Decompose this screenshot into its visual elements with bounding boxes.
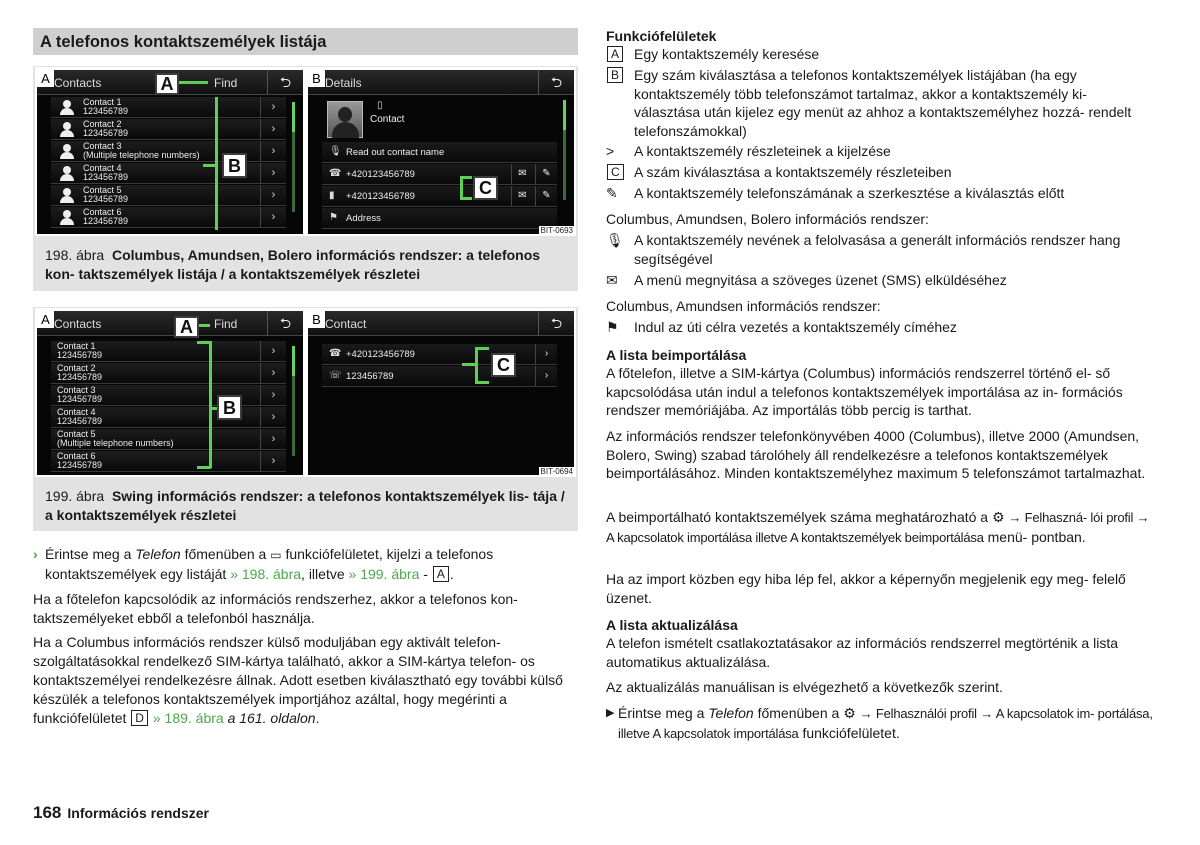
number-row[interactable]: ☎ +420123456789 ✉ ✎ xyxy=(322,164,557,185)
settings-icon: ⚙ xyxy=(992,509,1005,525)
callout-b: B xyxy=(222,153,247,178)
contact-row[interactable]: Contact 6 123456789 › xyxy=(51,207,286,228)
contact-photo xyxy=(327,101,363,138)
figure-screens xyxy=(35,308,576,477)
scrollbar[interactable] xyxy=(292,102,295,212)
chevron-right-icon[interactable]: › xyxy=(260,341,286,361)
contact-screen xyxy=(308,311,574,475)
contact-row[interactable]: Contact 2 123456789 › xyxy=(51,363,286,384)
back-arrow-icon[interactable]: ⮌ xyxy=(538,70,574,94)
person-icon xyxy=(59,188,75,203)
pencil-icon[interactable]: ✎ xyxy=(535,164,557,184)
callout-line xyxy=(178,81,208,84)
paragraph: A telefon ismételt csatlakoztatásakor az információs rendszerrel megtörténik a lista automatikus aktualizálása. xyxy=(606,635,1119,670)
bullet-triangle-icon: ▶ xyxy=(606,707,615,719)
microphone-icon: 🎙 xyxy=(329,146,342,157)
scrollbar[interactable] xyxy=(563,100,566,200)
figure-caption: 199. ábra Swing információs rendszer: a telefonos kontaktszemélyek lis- tája / a kontaktszemélyek részletei xyxy=(45,488,565,523)
chevron-right-icon[interactable]: › xyxy=(260,429,286,449)
envelope-icon[interactable]: ✉ xyxy=(511,164,533,184)
chevron-right-icon[interactable]: › xyxy=(535,366,557,386)
callout-bracket xyxy=(209,341,212,468)
screen-title: Contacts xyxy=(54,76,102,90)
flag-icon: ⚑ xyxy=(329,212,338,223)
callout-c: C xyxy=(473,176,498,200)
figure-199 xyxy=(33,307,578,531)
page-footer xyxy=(33,803,209,823)
bullet-arrow-icon: › xyxy=(33,546,38,562)
screen-label: A xyxy=(37,311,54,328)
chevron-right-icon[interactable]: › xyxy=(260,385,286,405)
key-label: D xyxy=(131,710,148,726)
phone-icon: ▯ xyxy=(377,100,383,111)
figure-screens xyxy=(35,67,576,236)
person-icon xyxy=(59,100,75,115)
topbar xyxy=(37,311,303,336)
contact-row[interactable]: Contact 5 123456789 › xyxy=(51,185,286,206)
key-label: B xyxy=(607,67,623,83)
paragraph: Ha a Columbus információs rendszer külső moduljában egy aktivált telefon- szolgáltatásokkal rendelkező SIM-kártya található, akkor a SIM-kártya telefon- os kontaktszemélyei rendelkezésre állnak. Adott esetben kiválasztható egy további külső készülék a telefonos kontaktszemélyek importjához azáltal, hogy megérinti a funkciófelületet D » 189. ábra a 161. oldalon. xyxy=(33,634,563,726)
pencil-icon[interactable]: ✎ xyxy=(535,186,557,206)
contact-row[interactable]: Contact 3 123456789 › xyxy=(51,385,286,406)
instruction-paragraph: › Érintse meg a Telefon főmenüben a ▭ funkciófelületet, kijelzi a telefonos kontaktszemélyek egy listáját » 198. ábra, illetve » 199. ábra - A . xyxy=(33,546,494,582)
read-out-row[interactable]: 🎙 Read out contact name xyxy=(322,142,557,163)
contact-label: Contact xyxy=(370,114,405,125)
contact-row[interactable]: Contact 5 (Multiple telephone numbers) › xyxy=(51,429,286,450)
figure-link[interactable]: » 198. ábra xyxy=(230,566,302,582)
chevron-right-icon[interactable]: › xyxy=(535,344,557,364)
system-note: Columbus, Amundsen, Bolero információs rendszer: xyxy=(606,211,929,227)
person-icon xyxy=(59,122,75,137)
contact-row[interactable]: Contact 6 123456789 › xyxy=(51,451,286,472)
key-label: A xyxy=(607,46,623,62)
envelope-icon: ✉ xyxy=(606,272,618,288)
envelope-icon[interactable]: ✉ xyxy=(511,186,533,206)
car-phone-icon: ☎ xyxy=(329,348,342,359)
screen-label: B xyxy=(308,311,325,328)
person-icon xyxy=(59,166,75,181)
contact-row[interactable]: Contact 1 123456789 › xyxy=(51,341,286,362)
number-row[interactable]: ☎ +420123456789 › xyxy=(322,344,557,365)
pencil-icon: ✎ xyxy=(606,185,618,201)
callout-b: B xyxy=(217,395,242,420)
paragraph: A beimportálható kontaktszemélyek száma meghatározható a ⚙ → Felhaszná- lói profil → A kapcsolatok importálása illetve A kontaktszemélyek beimportálása menü- pontban. xyxy=(606,509,1150,545)
instruction-paragraph: ▶ Érintse meg a Telefon főmenüben a ⚙ → Felhasználói profil → A kapcsolatok im- portálása, illetve A kapcsolatok importálása funkciófelületet. xyxy=(606,705,1153,741)
import-heading: A lista beimportálása xyxy=(606,347,747,363)
chevron-right-icon[interactable]: › xyxy=(260,141,286,161)
contact-row[interactable]: Contact 3 (Multiple telephone numbers) › xyxy=(51,141,286,162)
find-button[interactable]: Find xyxy=(214,317,238,331)
paragraph: A főtelefon, illetve a SIM-kártya (Columbus) információs rendszerrel történő el- ső kapcsolódása után indul a telefonos kontaktszemélyek importálása az in- formációs rendszer memóriájába. Az importálás több percig is tarthat. xyxy=(606,365,1123,419)
key-label: A xyxy=(433,566,449,582)
figure-code: BIT-0694 xyxy=(540,467,573,476)
chapter-title: Információs rendszer xyxy=(67,805,209,821)
person-icon xyxy=(59,144,75,159)
chevron-right-icon[interactable]: › xyxy=(260,407,286,427)
back-arrow-icon[interactable]: ⮌ xyxy=(267,70,303,94)
callout-line xyxy=(197,466,211,469)
number-row[interactable]: ▮ +420123456789 ✉ ✎ xyxy=(322,186,557,207)
home-phone-icon: ☏ xyxy=(329,370,342,381)
functions-heading: Funkciófelületek xyxy=(606,28,717,44)
back-arrow-icon[interactable]: ⮌ xyxy=(538,311,574,335)
scrollbar[interactable] xyxy=(292,346,295,456)
contacts-screen xyxy=(37,70,303,234)
screen-title: Contact xyxy=(325,317,367,331)
figure-link[interactable]: » 189. ábra xyxy=(152,710,224,726)
callout-a: A xyxy=(174,316,199,338)
callout-line xyxy=(197,341,211,344)
contact-row[interactable]: Contact 4 123456789 › xyxy=(51,163,286,184)
topbar xyxy=(308,311,574,336)
figure-198 xyxy=(33,66,578,291)
callout-line xyxy=(203,164,217,167)
contact-row[interactable]: Contact 4 123456789 › xyxy=(51,407,286,428)
section-title: A telefonos kontaktszemélyek listája xyxy=(33,28,578,55)
contact-row[interactable]: Contact 1 123456789 › xyxy=(51,97,286,118)
callout-bracket xyxy=(460,176,472,179)
callout-line xyxy=(198,324,210,327)
paragraph: Az információs rendszer telefonkönyvében 4000 (Columbus), illetve 2000 (Amundsen, Bolero, Swing) szabad tárolóhely áll rendelkezésre a telefonos kontaktszemélyek beimportálásához. Minden kontaktszemélyhez maximum 5 telefonszámot tartalmazhat. xyxy=(606,428,1146,482)
screen-label: A xyxy=(37,70,54,87)
system-note: Columbus, Amundsen információs rendszer: xyxy=(606,298,881,314)
paragraph: Ha a főtelefon kapcsolódik az információs rendszerhez, akkor a telefonos kon- taktszemélyeket ebből a telefonból használja. xyxy=(33,591,518,626)
screen-title: Contacts xyxy=(54,317,102,331)
figure-code: BIT-0693 xyxy=(540,226,573,235)
screen-title: Details xyxy=(325,76,362,90)
page-number: 168 xyxy=(33,803,62,822)
address-row[interactable]: ⚑ Address xyxy=(322,208,557,229)
screen-label: B xyxy=(308,70,325,87)
details-screen xyxy=(308,70,574,234)
callout-a: A xyxy=(155,73,179,95)
back-arrow-icon[interactable]: ⮌ xyxy=(267,311,303,335)
key-label: C xyxy=(607,164,624,180)
flag-icon: ⚑ xyxy=(606,319,619,335)
paragraph: Ha az import közben egy hiba lép fel, akkor a képernyőn megjelenik egy meg- felelő üzenet. xyxy=(606,571,1126,606)
phonebook-icon: ▭ xyxy=(270,548,282,562)
chevron-right-icon[interactable]: › xyxy=(260,97,286,117)
paragraph: Az aktualizálás manuálisan is elvégezhető a következők szerint. xyxy=(606,679,1003,695)
contacts-screen xyxy=(37,311,303,475)
callout-bracket xyxy=(460,197,472,200)
chevron-right-icon[interactable]: › xyxy=(260,119,286,139)
topbar xyxy=(308,70,574,95)
car-phone-icon: ☎ xyxy=(329,168,342,179)
figure-link[interactable]: » 199. ábra xyxy=(348,566,420,582)
callout-c: C xyxy=(491,353,516,377)
microphone-icon: 🎙 xyxy=(606,232,624,248)
find-button[interactable]: Find xyxy=(214,76,238,90)
settings-icon: ⚙ xyxy=(843,705,856,721)
update-heading: A lista aktualizálása xyxy=(606,617,738,633)
mobile-phone-icon: ▮ xyxy=(329,190,335,201)
chevron-right-icon[interactable]: › xyxy=(260,185,286,205)
chevron-right-icon[interactable]: › xyxy=(260,163,286,183)
chevron-right-icon[interactable]: › xyxy=(260,363,286,383)
chevron-right-icon[interactable]: › xyxy=(260,207,286,227)
callout-line xyxy=(462,363,476,366)
chevron-right-icon: > xyxy=(606,143,615,159)
number-row[interactable]: ☏ 123456789 › xyxy=(322,366,557,387)
contact-row[interactable]: Contact 2 123456789 › xyxy=(51,119,286,140)
callout-bracket xyxy=(475,381,489,384)
figure-caption: 198. ábra Columbus, Amundsen, Bolero információs rendszer: a telefonos kon- taktszemélyek listája / a kontaktszemélyek részletei xyxy=(45,247,541,282)
callout-bracket xyxy=(475,347,489,350)
person-icon xyxy=(59,210,75,225)
chevron-right-icon[interactable]: › xyxy=(260,451,286,471)
